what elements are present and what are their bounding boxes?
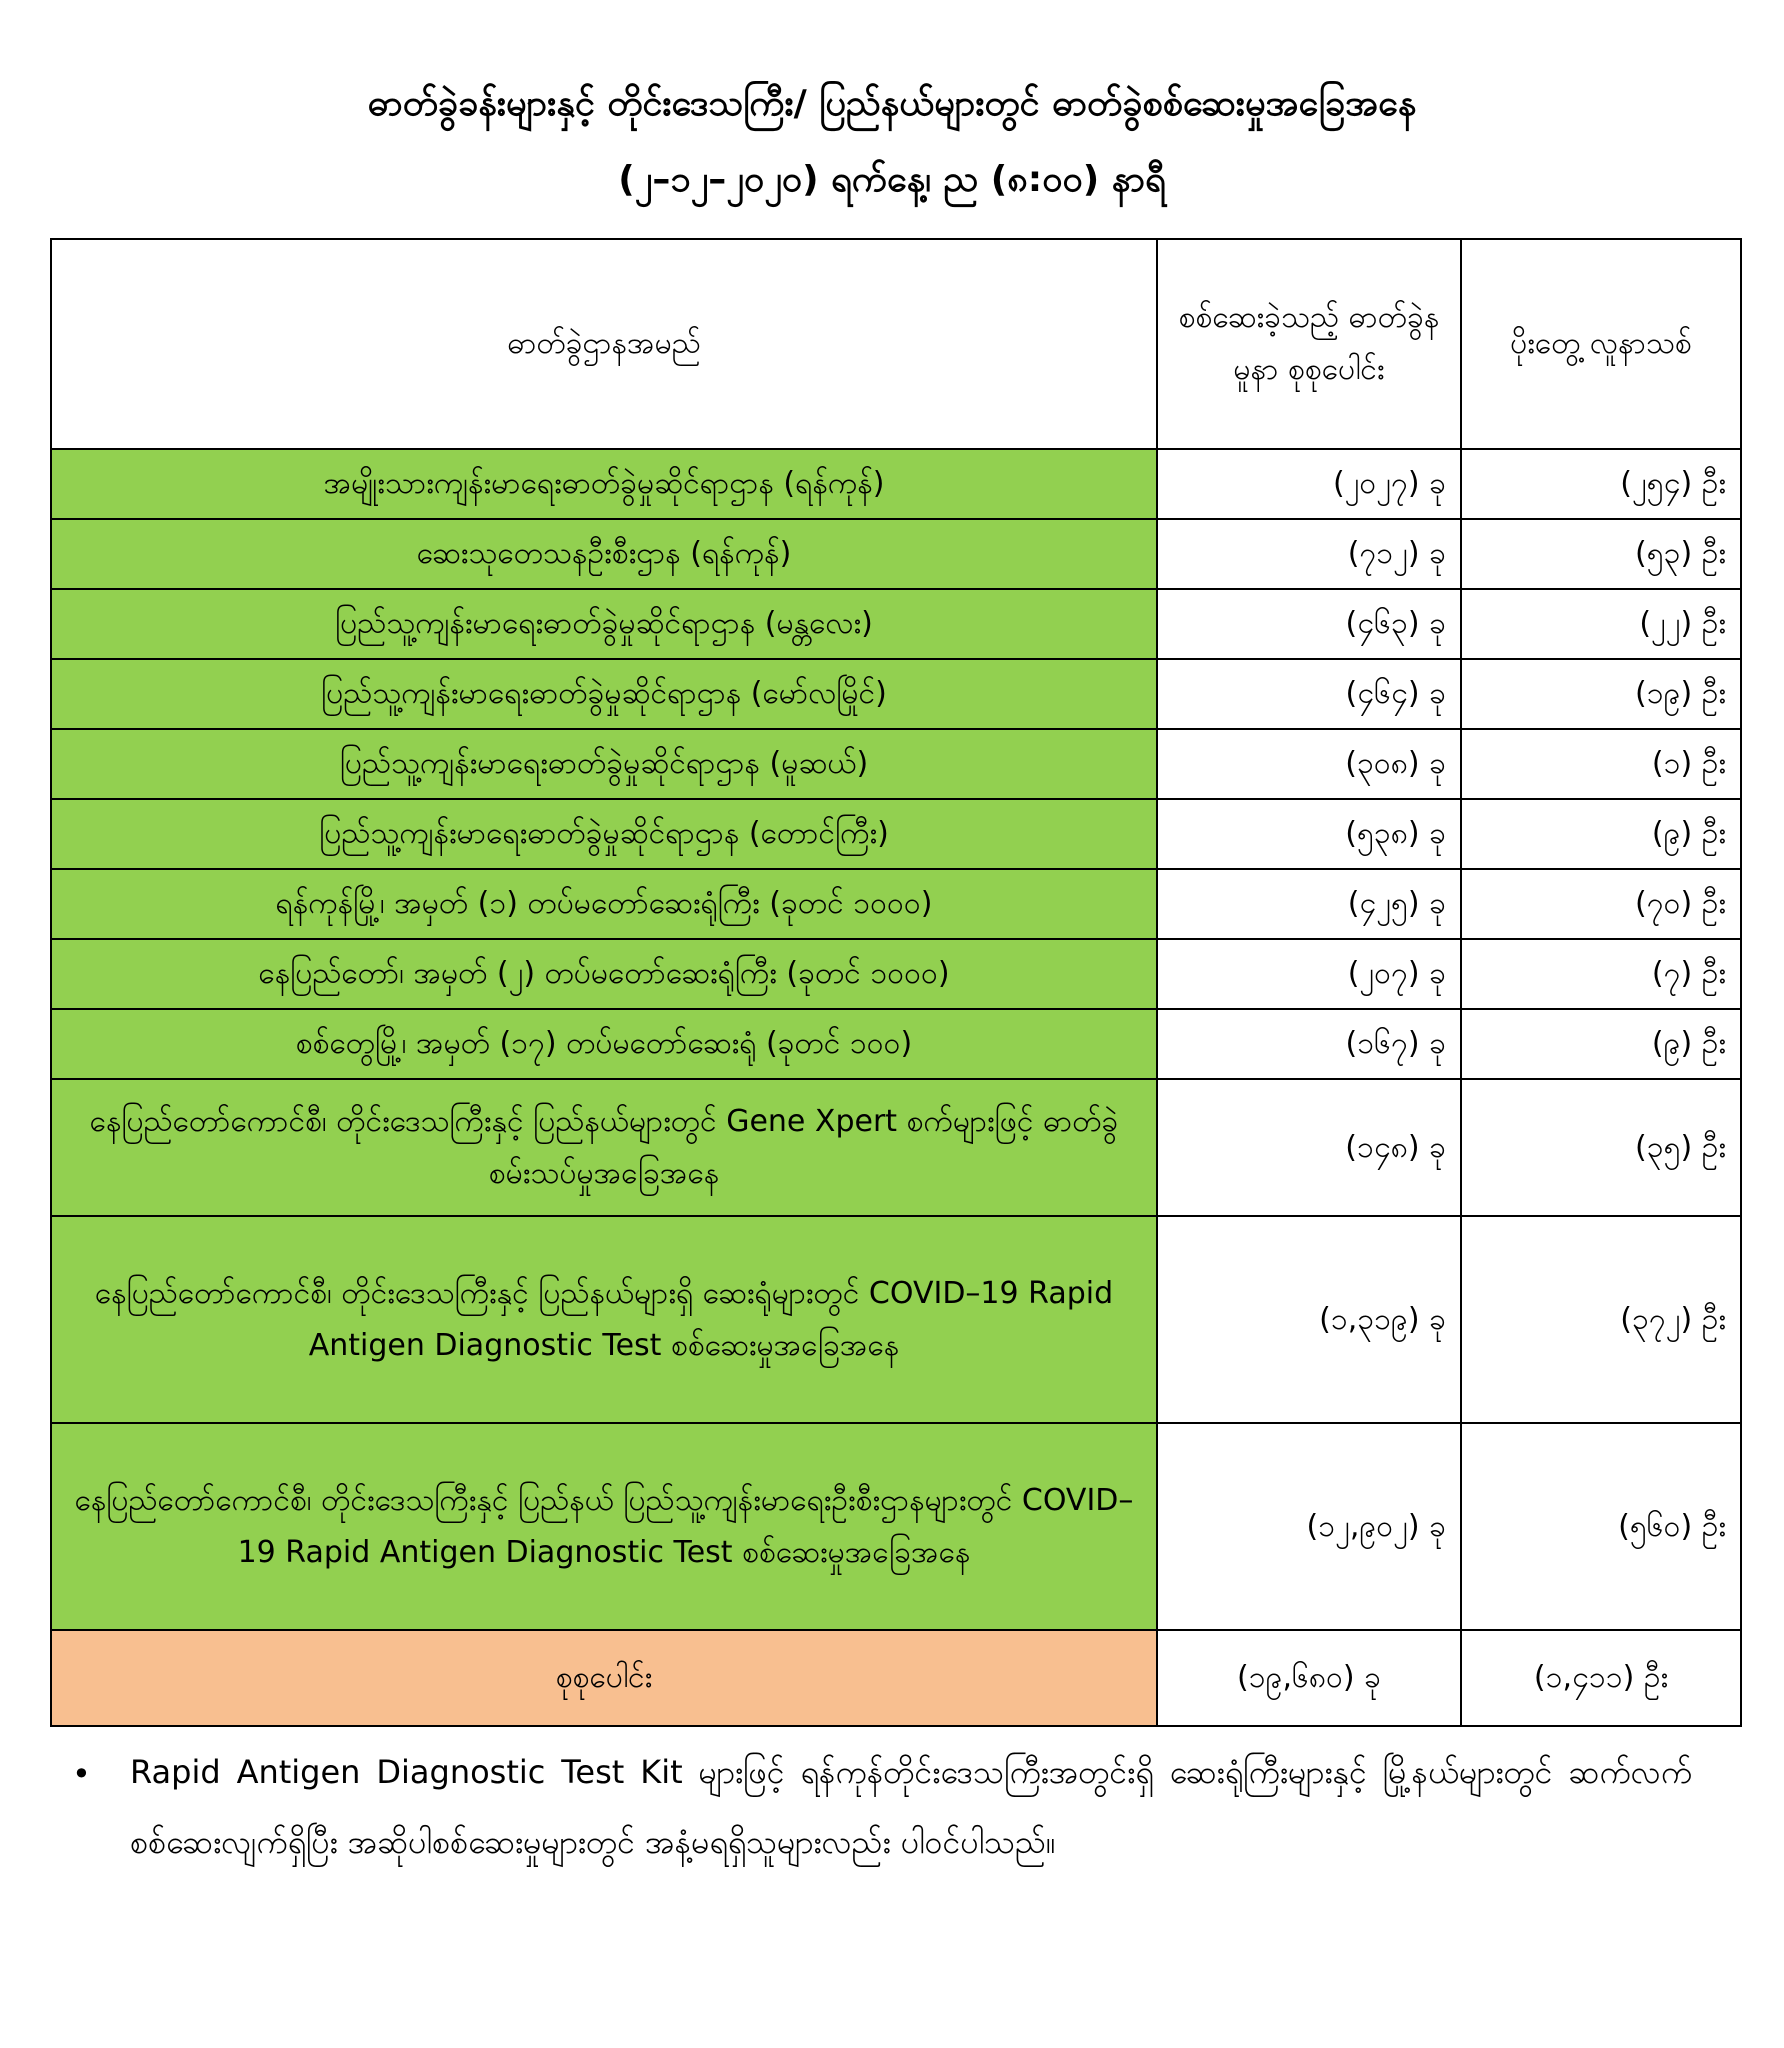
- table-row: [51, 1079, 1741, 1216]
- footnote: [72, 1738, 1692, 1878]
- samples-cell: (၅၃၈) ခု: [1157, 799, 1461, 869]
- positive-cell: (၁) ဦး: [1461, 729, 1741, 799]
- positive-cell: (၃၅) ဦး: [1461, 1079, 1741, 1216]
- lab-name-cell: နေပြည်တော်ကောင်စီ၊ တိုင်းဒေသကြီးနှင့် ပြည်နယ် ပြည်သူ့ကျန်းမာရေးဦးစီးဌာနများတွင် COVID–19 Rapid Antigen Diagnostic Test စစ်ဆေးမှုအခြေအနေ: [51, 1423, 1157, 1630]
- table-row: [51, 869, 1741, 939]
- page-title: ဓာတ်ခွဲခန်းများနှင့် တိုင်းဒေသကြီး/ ပြည်နယ်များတွင် ဓာတ်ခွဲစစ်ဆေးမှုအခြေအနေ: [367, 83, 1417, 124]
- positive-cell: (၂၂) ဦး: [1461, 589, 1741, 659]
- table-row: [51, 589, 1741, 659]
- samples-cell: (၄၂၅) ခု: [1157, 869, 1461, 939]
- lab-name-cell: နေပြည်တော်၊ အမှတ် (၂) တပ်မတော်ဆေးရုံကြီး (ခုတင် ၁၀၀၀): [51, 939, 1157, 1009]
- table-row: [51, 1423, 1741, 1630]
- samples-cell: (၄၆၃) ခု: [1157, 589, 1461, 659]
- page-subtitle-date: (၂–၁၂–၂၀၂၀) ရက်နေ့၊ ည (၈:၀၀) နာရီ: [618, 159, 1166, 200]
- lab-name-cell: နေပြည်တော်ကောင်စီ၊ တိုင်းဒေသကြီးနှင့် ပြည်နယ်များတွင် Gene Xpert စက်များဖြင့် ဓာတ်ခွဲစမ်းသပ်မှုအခြေအနေ: [51, 1079, 1157, 1216]
- lab-name-cell: ပြည်သူ့ကျန်းမာရေးဓာတ်ခွဲမှုဆိုင်ရာဌာန (မန္တလေး): [51, 589, 1157, 659]
- samples-cell: (၁,၃၁၉) ခု: [1157, 1216, 1461, 1423]
- table-row: [51, 729, 1741, 799]
- positive-cell: (၁၉) ဦး: [1461, 659, 1741, 729]
- table-row: [51, 799, 1741, 869]
- positive-cell: (၅၆၀) ဦး: [1461, 1423, 1741, 1630]
- samples-cell: (၃၀၈) ခု: [1157, 729, 1461, 799]
- lab-name-cell: ပြည်သူ့ကျန်းမာရေးဓာတ်ခွဲမှုဆိုင်ရာဌာန (မူဆယ်): [51, 729, 1157, 799]
- footnote-text: Rapid Antigen Diagnostic Test Kit များဖြင့် ရန်ကုန်တိုင်းဒေသကြီးအတွင်းရှိ ဆေးရုံကြီးများနှင့် မြို့နယ်များတွင် ဆက်လက်စစ်ဆေးလျက်ရှိပြီး အဆိုပါစစ်ဆေးမှုများတွင် အနံ့မရရှိသူများလည်း ပါဝင်ပါသည်။: [130, 1753, 1692, 1861]
- lab-name-cell: စစ်တွေမြို့၊ အမှတ် (၁၇) တပ်မတော်ဆေးရုံ (ခုတင် ၁၀၀): [51, 1009, 1157, 1079]
- total-samples: (၁၉,၆၈၀) ခု: [1157, 1630, 1461, 1726]
- samples-cell: (၂၀၇) ခု: [1157, 939, 1461, 1009]
- lab-name-cell: ဆေးသုတေသနဦးစီးဌာန (ရန်ကုန်): [51, 519, 1157, 589]
- samples-cell: (၁၂,၉၀၂) ခု: [1157, 1423, 1461, 1630]
- samples-cell: (၁၆၇) ခု: [1157, 1009, 1461, 1079]
- lab-name-cell: နေပြည်တော်ကောင်စီ၊ တိုင်းဒေသကြီးနှင့် ပြည်နယ်များရှိ ဆေးရုံများတွင် COVID–19 Rapid Antigen Diagnostic Test စစ်ဆေးမှုအခြေအနေ: [51, 1216, 1157, 1423]
- positive-cell: (၂၅၄) ဦး: [1461, 449, 1741, 519]
- table-header-row: [51, 239, 1741, 449]
- total-positive: (၁,၄၁၁) ဦး: [1461, 1630, 1741, 1726]
- total-row: [51, 1630, 1741, 1726]
- header-new-positive: ပိုးတွေ့ လူနာသစ်: [1461, 239, 1741, 449]
- bullet-icon: •: [72, 1755, 91, 1793]
- header-lab-name: ဓာတ်ခွဲဌာနအမည်: [51, 239, 1157, 449]
- positive-cell: (၅၃) ဦး: [1461, 519, 1741, 589]
- table-row: [51, 939, 1741, 1009]
- table-row: [51, 1216, 1741, 1423]
- positive-cell: (၃၇၂) ဦး: [1461, 1216, 1741, 1423]
- table-row: [51, 519, 1741, 589]
- lab-name-cell: ပြည်သူ့ကျန်းမာရေးဓာတ်ခွဲမှုဆိုင်ရာဌာန (တောင်ကြီး): [51, 799, 1157, 869]
- total-label: စုစုပေါင်း: [51, 1630, 1157, 1726]
- positive-cell: (၇) ဦး: [1461, 939, 1741, 1009]
- samples-cell: (၇၁၂) ခု: [1157, 519, 1461, 589]
- positive-cell: (၉) ဦး: [1461, 799, 1741, 869]
- lab-name-cell: ပြည်သူ့ကျန်းမာရေးဓာတ်ခွဲမှုဆိုင်ရာဌာန (မော်လမြိုင်): [51, 659, 1157, 729]
- lab-name-cell: အမျိုးသားကျန်းမာရေးဓာတ်ခွဲမှုဆိုင်ရာဌာန (ရန်ကုန်): [51, 449, 1157, 519]
- positive-cell: (၇၀) ဦး: [1461, 869, 1741, 939]
- table-row: [51, 659, 1741, 729]
- header-samples-total: စစ်ဆေးခဲ့သည့် ဓာတ်ခွဲနမူနာ စုစုပေါင်း: [1157, 239, 1461, 449]
- samples-cell: (၄၆၄) ခု: [1157, 659, 1461, 729]
- lab-name-cell: ရန်ကုန်မြို့၊ အမှတ် (၁) တပ်မတော်ဆေးရုံကြီး (ခုတင် ၁၀၀၀): [51, 869, 1157, 939]
- samples-cell: (၁၄၈) ခု: [1157, 1079, 1461, 1216]
- lab-testing-table: [50, 238, 1742, 1727]
- samples-cell: (၂၀၂၇) ခု: [1157, 449, 1461, 519]
- table-row: [51, 1009, 1741, 1079]
- table-row: [51, 449, 1741, 519]
- positive-cell: (၉) ဦး: [1461, 1009, 1741, 1079]
